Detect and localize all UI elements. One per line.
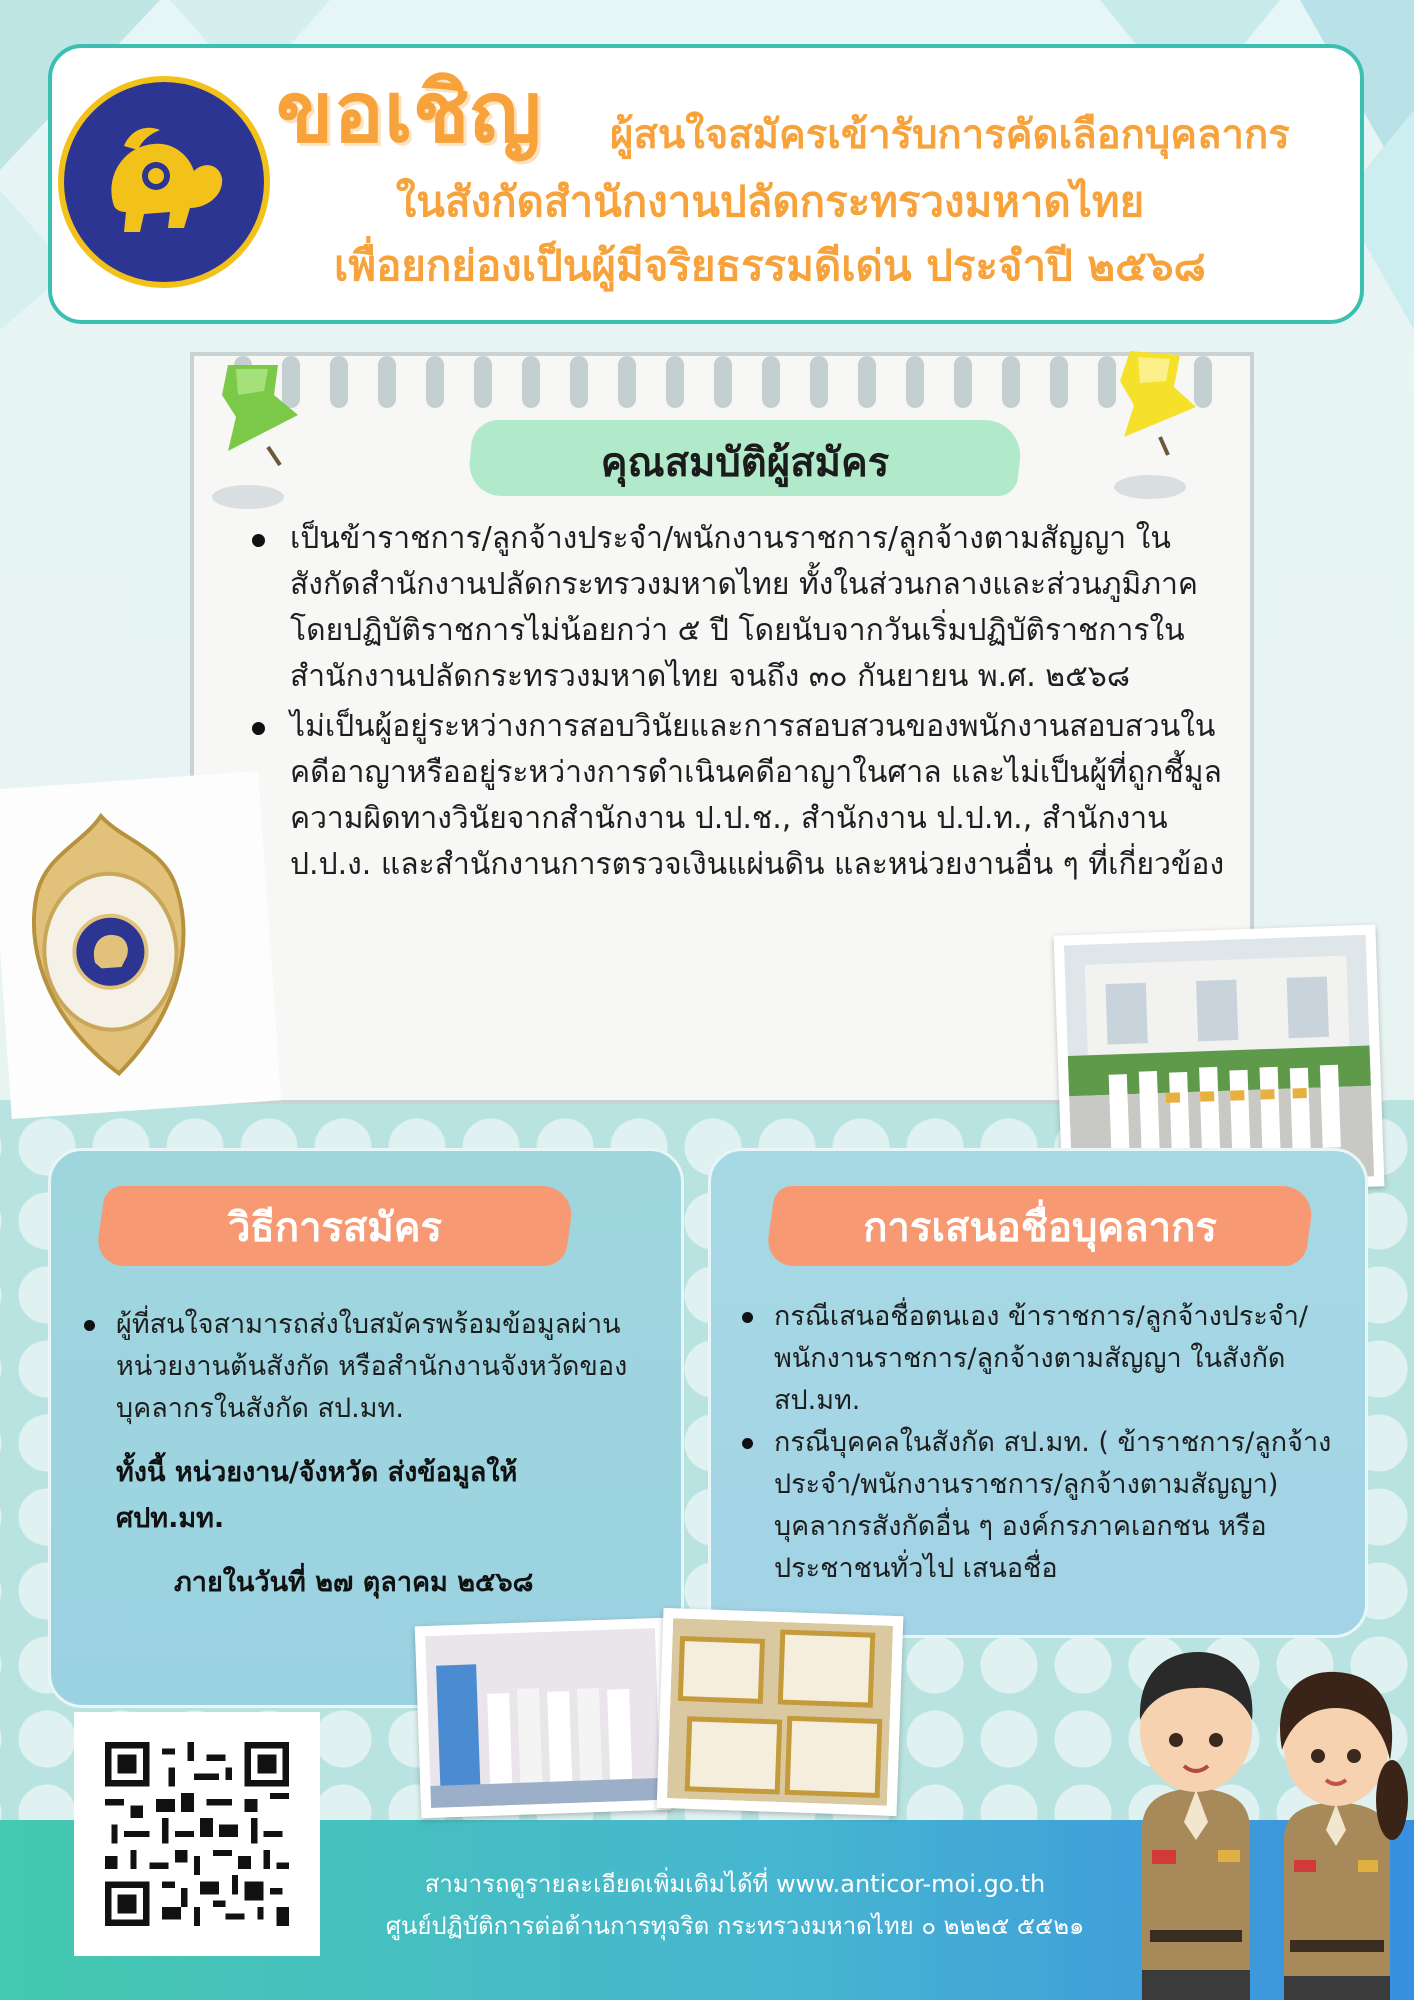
officer-mascots-icon [1122,1600,1414,2000]
apply-note-line-2: ศปท.มท. [116,1503,225,1534]
footer-line-2: ศูนย์ปฏิบัติการต่อต้านการทุจริต กระทรวงมหาดไทย ๐ ๒๒๒๕ ๕๕๒๑ [385,1912,1085,1940]
qualifications-list [248,516,1238,888]
medal-card [0,771,281,1119]
header-line-3: เพื่อยกย่องเป็นผู้มีจริยธรรมดีเด่น ประจำปี ๒๕๖๘ [334,241,1206,290]
apply-list [80,1304,660,1430]
header-invite: ขอเชิญ [276,63,542,161]
ministry-emblem-icon [58,76,270,288]
header-line-2: ในสังกัดสำนักงานปลัดกระทรวงมหาดไทย [395,177,1145,226]
photo-content [425,1628,661,1808]
apply-title: วิธีการสมัคร [227,1205,443,1251]
nominate-item-1: กรณีเสนอชื่อตนเอง ข้าราชการ/ลูกจ้างประจำ/พนักงานราชการ/ลูกจ้างตามสัญญา ในสังกัด สป.มท. [738,1296,1348,1422]
qr-code-icon[interactable] [104,1742,290,1926]
notebook-rings [194,350,1258,420]
certificates-photo [657,1608,904,1816]
emblem-lion-icon [94,116,234,246]
apply-note-line-1: ทั้งนี้ หน่วยงาน/จังหวัด ส่งข้อมูลให้ [116,1457,518,1488]
apply-deadline: ภายในวันที่ ๒๗ ตุลาคม ๒๕๖๘ [174,1567,534,1598]
qualification-item-2: ไม่เป็นผู้อยู่ระหว่างการสอบวินัยและการสอบสวนของพนักงานสอบสวนในคดีอาญาหรืออยู่ระหว่างการดำเนินคดีอาญาในศาล และไม่เป็นผู้ที่ถูกชี้มูลความผิดทางวินัยจากสำนักงาน ป.ป.ช., สำนักงาน ป.ป.ท., สำนักงาน ป.ป.ง. และสำนักงานการตรวจเงินแผ่นดิน และหน่วยงานอื่น ๆ ที่เกี่ยวข้อง [248,704,1238,888]
nominate-title: การเสนอชื่อบุคลากร [863,1205,1217,1251]
yellow-pushpin-icon [1100,345,1210,505]
qr-code-card [74,1712,320,1956]
header-line-1: ผู้สนใจสมัครเข้ารับการคัดเลือกบุคลากร [610,112,1290,158]
qualifications-title: คุณสมบัติผู้สมัคร [600,440,890,486]
nominate-item-2: กรณีบุคคลในสังกัด สป.มท. ( ข้าราชการ/ลูกจ้างประจำ/พนักงานราชการ/ลูกจ้างตามสัญญา) บุคลากรสังกัดอื่น ๆ องค์กรภาคเอกชน หรือ ประชาชนทั่วไป เสนอชื่อ [738,1422,1348,1590]
ethics-medal-icon [11,806,209,1088]
photo-content [667,1618,893,1806]
footer-line-1: สามารถดูรายละเอียดเพิ่มเติมได้ที่ www.anticor-moi.go.th [424,1870,1046,1898]
nominate-list [738,1296,1348,1590]
award-ceremony-photo [415,1618,672,1819]
green-pushpin-icon [208,355,318,515]
apply-item: ผู้ที่สนใจสามารถส่งใบสมัครพร้อมข้อมูลผ่านหน่วยงานต้นสังกัด หรือสำนักงานจังหวัดของบุคลากรในสังกัด สป.มท. [80,1304,660,1430]
qualification-item-1: เป็นข้าราชการ/ลูกจ้างประจำ/พนักงานราชการ/ลูกจ้างตามสัญญา ในสังกัดสำนักงานปลัดกระทรวงมหาดไทย ทั้งในส่วนกลางและส่วนภูมิภาค โดยปฏิบัติราชการไม่น้อยกว่า ๕ ปี โดยนับจากวันเริ่มปฏิบัติราชการในสำนักงานปลัดกระทรวงมหาดไทย จนถึง ๓๐ กันยายน พ.ศ. ๒๕๖๘ [248,516,1238,700]
